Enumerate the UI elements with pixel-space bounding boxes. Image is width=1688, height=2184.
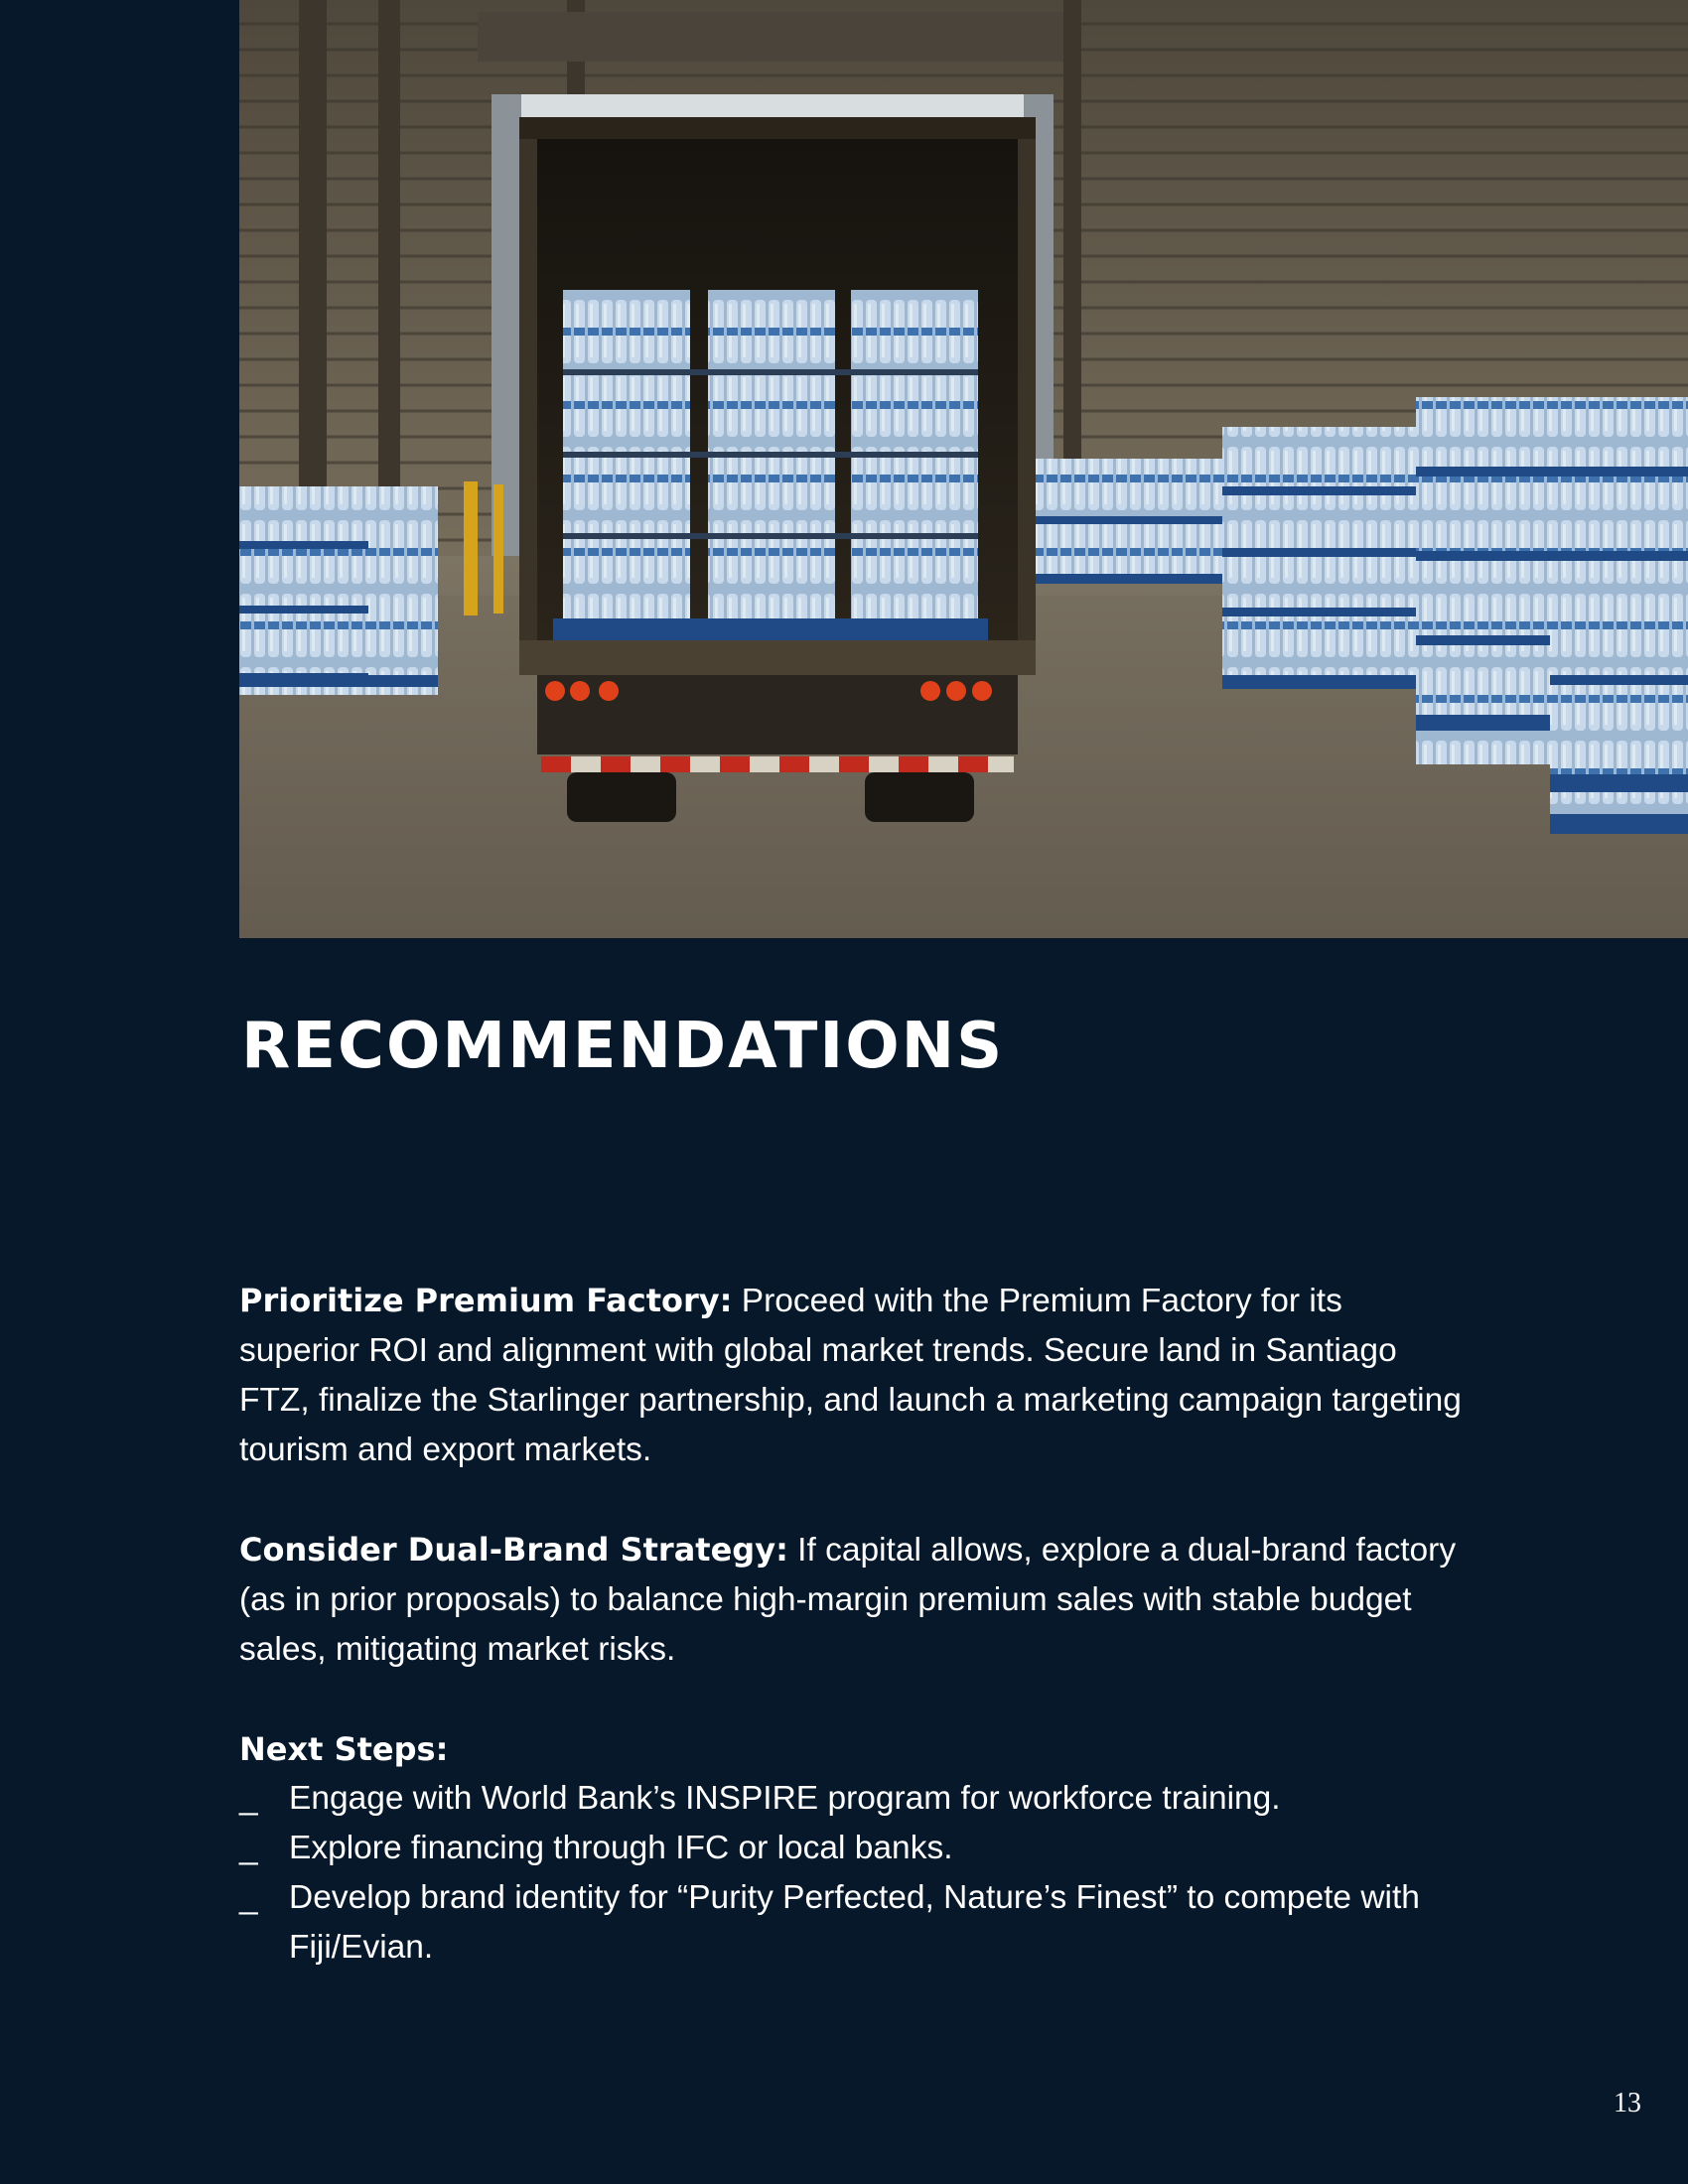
recommendations-body bbox=[239, 1276, 1471, 1973]
recommendation-text: If capital allows, explore a dual-brand factory (as in prior proposals) to balance high-margin premium sales with stable budget sales, mitigating market risks. bbox=[239, 1532, 1457, 1668]
recommendation-lead: Prioritize Premium Factory: bbox=[239, 1282, 733, 1319]
next-steps-list bbox=[239, 1774, 1471, 1973]
page-title: RECOMMENDATIONS bbox=[241, 1010, 1005, 1083]
list-item-text: Explore financing through IFC or local banks. bbox=[289, 1830, 953, 1866]
recommendation-text: Proceed with the Premium Factory for its superior ROI and alignment with global market trends. Secure land in Santiago FTZ, finalize the Starlinger partnership, and launch a marketing campaign targeting tourism and export markets. bbox=[239, 1283, 1462, 1468]
warehouse-truck-image bbox=[239, 0, 1688, 938]
list-item bbox=[239, 1774, 1471, 1824]
list-item bbox=[239, 1873, 1471, 1973]
recommendation-lead: Consider Dual-Brand Strategy: bbox=[239, 1531, 788, 1569]
next-steps-heading: Next Steps: bbox=[239, 1730, 449, 1768]
recommendation-dual-brand bbox=[239, 1525, 1471, 1675]
bullet-marker: _ bbox=[239, 1830, 258, 1866]
recommendation-premium-factory bbox=[239, 1276, 1471, 1475]
list-item-text: Engage with World Bank’s INSPIRE program for workforce training. bbox=[289, 1780, 1281, 1817]
bullet-marker: _ bbox=[239, 1879, 258, 1916]
list-item bbox=[239, 1824, 1471, 1873]
page-number: 13 bbox=[1614, 2088, 1641, 2118]
list-item-text: Develop brand identity for “Purity Perfected, Nature’s Finest” to compete with Fiji/Evian. bbox=[289, 1879, 1420, 1966]
bullet-marker: _ bbox=[239, 1780, 258, 1817]
